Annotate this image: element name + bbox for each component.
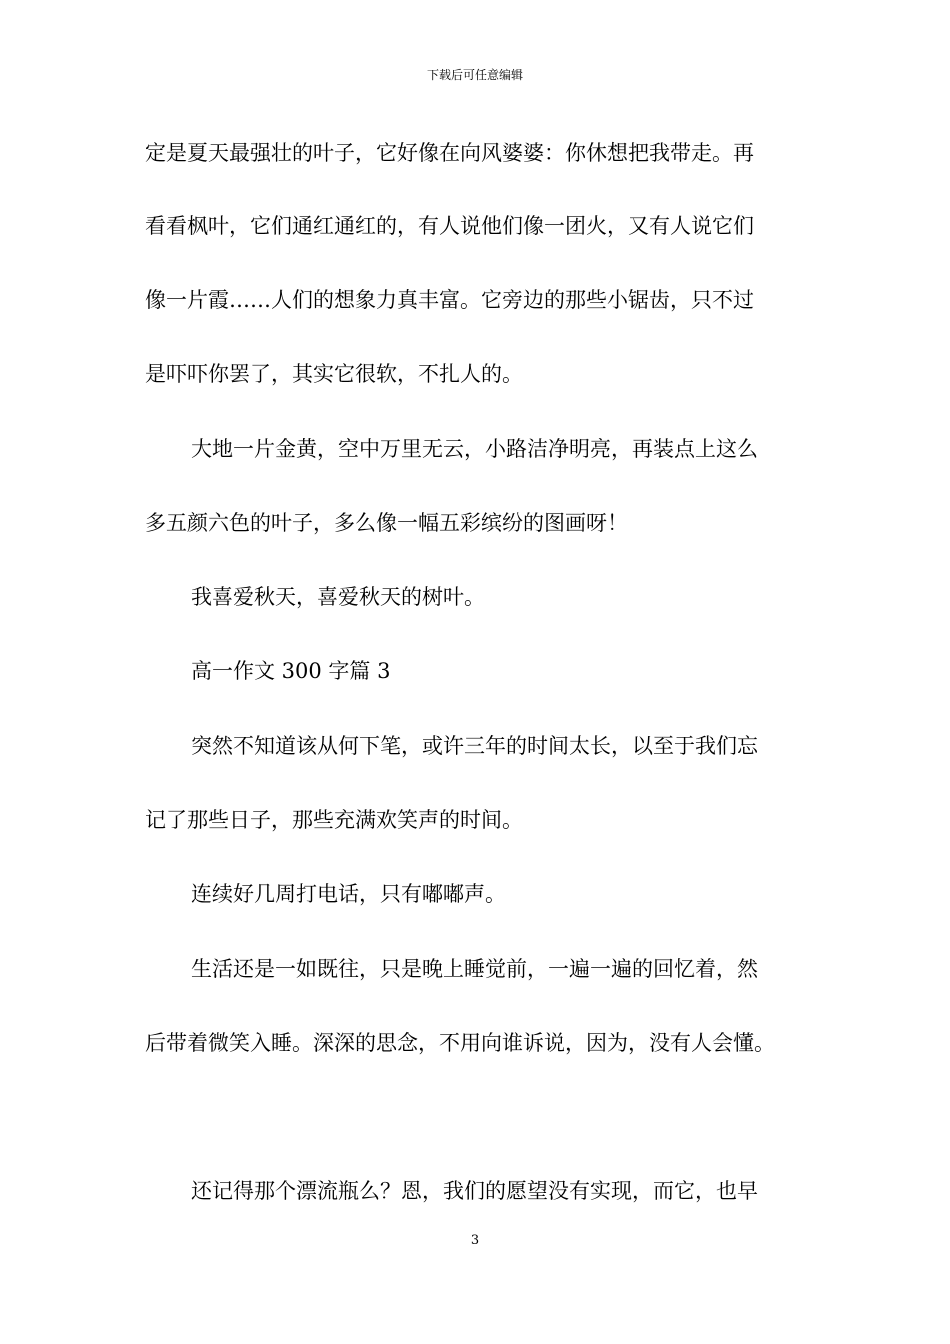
text-line-content: 我喜爱秋天，喜爱秋天的树叶。 <box>191 585 485 609</box>
text-line-content: 连续好几周打电话，只有嘟嘟声。 <box>191 882 506 906</box>
text-line-content: 定是夏天最强壮的叶子，它好像在向风婆婆：你休想把我带走。再 <box>145 141 754 165</box>
heading-text: 高一作文 300 字篇 3 <box>191 659 391 683</box>
page-header: 下载后可任意编辑 <box>426 68 523 82</box>
text-line-content: 还记得那个漂流瓶么？恩，我们的愿望没有实现，而它，也早 <box>191 1179 758 1203</box>
text-line-content: 多五颜六色的叶子，多么像一幅五彩缤纷的图画呀！ <box>145 511 628 535</box>
text-line-content: 像一片霞……人们的想象力真丰富。它旁边的那些小锯齿，只不过 <box>145 288 754 312</box>
text-line-content: 后带着微笑入睡。深深的思念，不用向谁诉说，因为，没有人会懂。 <box>145 1031 775 1055</box>
text-line-content: 记了那些日子，那些充满欢笑声的时间。 <box>145 808 523 832</box>
text-line-content: 突然不知道该从何下笔，或许三年的时间太长，以至于我们忘 <box>191 734 758 758</box>
text-line-content: 看看枫叶，它们通红通红的，有人说他们像一团火，又有人说它们 <box>145 214 754 238</box>
text-line-content: 生活还是一如既往，只是晚上睡觉前，一遍一遍的回忆着，然 <box>191 957 758 981</box>
text-line-content: 是吓吓你罢了，其实它很软，不扎人的。 <box>145 362 523 386</box>
page-number: 3 <box>470 1233 480 1248</box>
text-line-content: 大地一片金黄，空中万里无云，小路洁净明亮，再装点上这么 <box>191 437 758 461</box>
